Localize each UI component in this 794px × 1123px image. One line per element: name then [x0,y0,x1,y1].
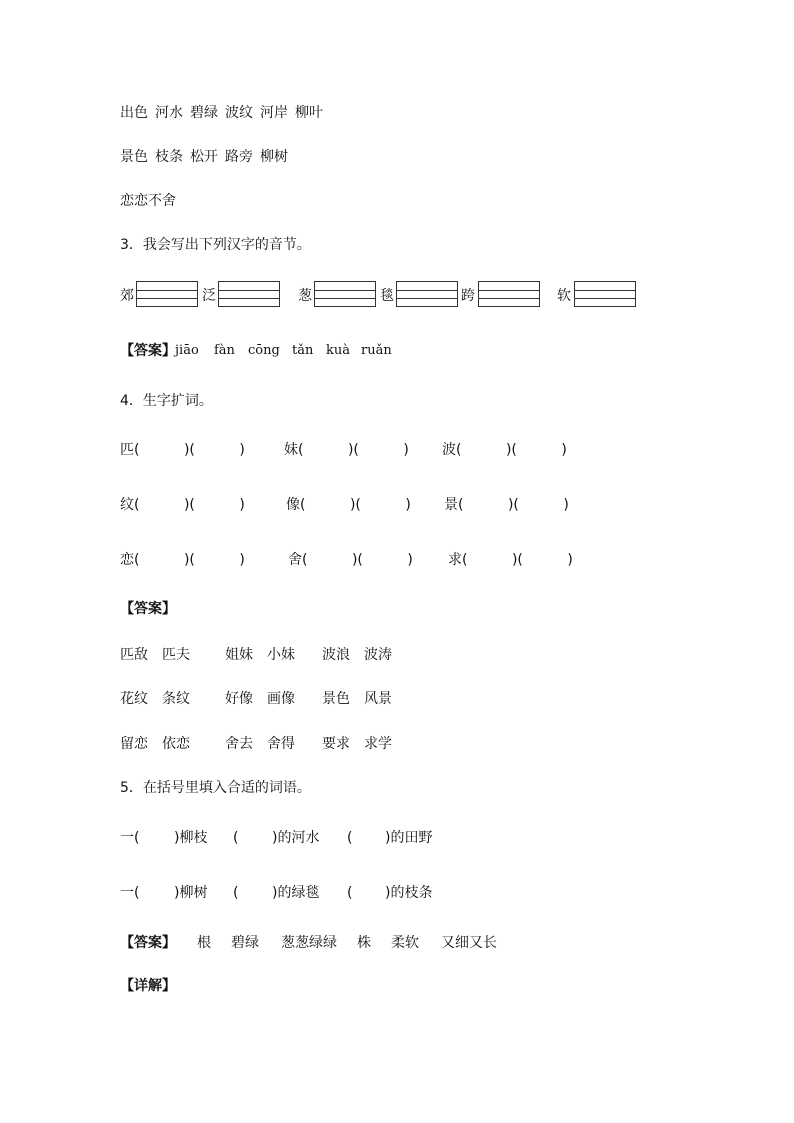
answer-word: 条纹 [162,691,190,707]
answer-word: 留恋 [120,736,148,752]
word: 柳叶 [295,105,323,121]
hanzi-char: 郊 [120,288,134,304]
detail-label: 【详解】 [120,978,176,994]
answer-word: 波浪 [322,647,350,663]
answer-word: 风景 [364,691,392,707]
answer-word: 匹敌 [120,647,148,663]
expand-item: 恋( )( ) [120,552,245,568]
expand-item: 求( )( ) [448,552,573,568]
fill-part: )柳树 [174,885,208,901]
pinyin-box[interactable] [574,281,636,307]
word: 河岸 [260,105,288,121]
pinyin-box[interactable] [136,281,198,307]
word: 河水 [155,105,183,121]
expand-item: 波( )( ) [442,442,567,458]
answer-word: 舍得 [267,736,295,752]
fill-part: )柳枝 [174,830,208,846]
word: 出色 [120,105,148,121]
answer-word: 画像 [267,691,295,707]
word: 波纹 [225,105,253,121]
fill-part: )的绿毯 [272,885,320,901]
answer-word: 舍去 [225,736,253,752]
answer-word: 葱葱绿绿 [281,935,337,951]
expand-char: 像 [286,497,300,513]
expand-char: 舍 [288,552,302,568]
question-4-answer-label: 【答案】 [120,601,176,617]
answer-pinyin: ruǎn [361,343,392,358]
hanzi-char: 跨 [461,288,475,304]
answer-label: 【答案】 [120,935,176,951]
word: 松开 [190,149,218,165]
expand-char: 景 [444,497,458,513]
fill-part: )的枝条 [385,885,433,901]
expand-item: 景( )( ) [444,497,569,513]
expand-item: 纹( )( ) [120,497,245,513]
answer-word: 花纹 [120,691,148,707]
expand-char: 妹 [284,442,298,458]
pinyin-box[interactable] [478,281,540,307]
expand-char: 匹 [120,442,134,458]
expand-char: 纹 [120,497,134,513]
word: 柳树 [260,149,288,165]
pinyin-box[interactable] [218,281,280,307]
expand-item: 匹( )( ) [120,442,245,458]
word: 碧绿 [190,105,218,121]
fill-part: 一( [120,885,140,901]
answer-word: 根 [197,935,211,951]
hanzi-char: 软 [557,288,571,304]
answer-word: 碧绿 [231,935,259,951]
fill-part: ( [347,830,353,846]
answer-word: 依恋 [162,736,190,752]
answer-word: 小妹 [267,647,295,663]
hanzi-char: 泛 [202,288,216,304]
expand-char: 恋 [120,552,134,568]
answer-word: 求学 [364,736,392,752]
word: 路旁 [225,149,253,165]
fill-part: 一( [120,830,140,846]
question-5-title: 5．在括号里填入合适的词语。 [120,780,311,796]
expand-item: 舍( )( ) [288,552,413,568]
answer-word: 波涛 [364,647,392,663]
answer-word: 要求 [322,736,350,752]
fill-part: ( [347,885,353,901]
answer-word: 株 [357,935,371,951]
answer-word: 又细又长 [441,935,497,951]
answer-pinyin: fàn [214,343,235,358]
answer-pinyin: cōng [248,343,280,358]
hanzi-char: 葱 [298,288,312,304]
answer-label: 【答案】 [120,343,176,359]
expand-item: 像( )( ) [286,497,411,513]
fill-part: )的田野 [385,830,433,846]
answer-word: 景色 [322,691,350,707]
answer-pinyin: jiāo [175,343,199,358]
expand-char: 波 [442,442,456,458]
expand-char: 求 [448,552,462,568]
fill-part: )的河水 [272,830,320,846]
word: 枝条 [155,149,183,165]
pinyin-box[interactable] [396,281,458,307]
hanzi-char: 毯 [380,288,394,304]
question-3-title: 3．我会写出下列汉字的音节。 [120,237,311,253]
fill-part: ( [233,830,239,846]
word: 恋恋不舍 [120,193,176,209]
answer-word: 好像 [225,691,253,707]
question-4-title: 4．生字扩词。 [120,393,213,409]
answer-pinyin: tǎn [292,343,314,358]
expand-item: 妹( )( ) [284,442,409,458]
answer-word: 柔软 [391,935,419,951]
fill-part: ( [233,885,239,901]
word: 景色 [120,149,148,165]
answer-word: 姐妹 [225,647,253,663]
answer-word: 匹夫 [162,647,190,663]
answer-pinyin: kuà [326,343,351,358]
pinyin-box[interactable] [314,281,376,307]
